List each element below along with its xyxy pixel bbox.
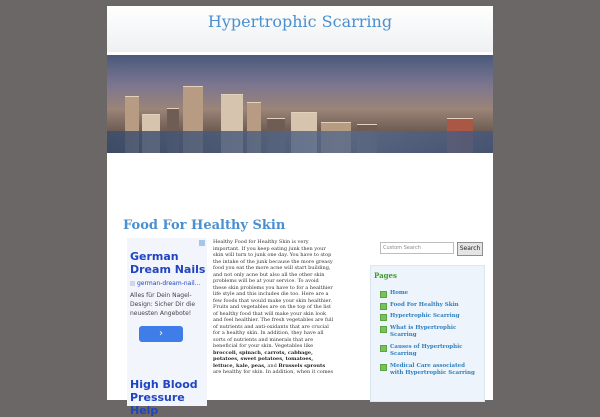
ad-url[interactable]	[130, 280, 206, 287]
body-line: Fruits and vegetables are on the top of the list	[213, 304, 332, 310]
body-line: beneficial for your skin. Vegetables like	[213, 343, 314, 349]
page-link-hypertrophic-scarring[interactable]: Hypertrophic Scarring	[380, 313, 480, 321]
body-line: Healthy Food for Healthy Skin is very	[213, 239, 309, 245]
search-input[interactable]	[380, 242, 454, 254]
post-title-link[interactable]: Food For Healthy Skin	[123, 218, 286, 233]
body-line: and not only acne but also all the other skin	[213, 271, 325, 278]
body-line: and feel healthier. The fresh vegetables are full	[213, 317, 334, 323]
header-banner-image	[107, 55, 493, 153]
page-link-food-for-healthy-skin[interactable]: Food For Healthy Skin	[380, 302, 480, 310]
ad-arrow-button[interactable]: ›	[139, 326, 183, 342]
page-container	[107, 6, 493, 417]
pages-heading: Pages	[374, 271, 397, 280]
body-line: few foods that would make your skin healthier.	[213, 297, 332, 304]
body-bold-line: lettuce, kale, peas,	[213, 362, 266, 369]
page-link-what-is[interactable]: What is Hypertrophic Scarring	[380, 325, 480, 340]
ad-title-link[interactable]: High Blood Pressure Help	[130, 378, 198, 417]
page-link-causes[interactable]: Causes of Hypertrophic Scarring	[380, 344, 480, 359]
pages-list	[380, 290, 480, 382]
body-line: of healthy food that will make your skin look	[213, 310, 326, 317]
body-line: food you eat the more acne will start building,	[213, 265, 331, 271]
ad-title-link[interactable]: German Dream Nails	[130, 250, 206, 276]
search-button[interactable]: Search	[457, 242, 483, 256]
ad-choices-icon[interactable]	[199, 240, 205, 246]
ad-description: Alles für Dein Nagel-Design: Sicher Dir die neuesten Angebote!	[130, 292, 196, 317]
body-line: important. If you keep eating junk then your	[213, 245, 326, 252]
body-line: sorts of nutrients and minerals that are	[213, 336, 314, 343]
body-bold-line: broccoli, spinach, carrots, cabbage,	[213, 349, 313, 356]
body-line: and	[265, 362, 279, 369]
body-line: of nutrients and anti-oxidants that are crucial	[213, 323, 329, 330]
favicon-icon	[130, 281, 135, 286]
sidebar-pages-widget	[370, 265, 485, 402]
site-title-link[interactable]: Hypertrophic Scarring	[207, 12, 393, 31]
body-line: are healthy for skin. In addition, when it comes	[213, 369, 334, 375]
banner-water	[107, 131, 493, 153]
body-bold-line: Brussels sprouts	[278, 362, 326, 369]
body-line: skin will turn to junk one day. You have to stop	[213, 252, 332, 258]
body-bold-line: potatoes, sweet potatoes, tomatoes,	[213, 356, 314, 362]
search-placeholder: Custom Search	[383, 245, 421, 251]
ad-url-text: german-dream-nail...	[137, 280, 201, 287]
ad-block[interactable]	[127, 238, 207, 417]
body-line: the intake of the junk because the more greasy	[213, 258, 333, 265]
body-line: for a healthy skin. In addition, they have all	[213, 330, 324, 336]
body-line: these skin problems you have to for a healthier	[213, 284, 333, 291]
post-body	[213, 239, 341, 376]
page-link-home[interactable]: Home	[380, 290, 480, 298]
site-header	[107, 6, 493, 52]
page-link-medical-care[interactable]: Medical Care associated with Hypertrophic Scarring	[380, 363, 480, 378]
body-line: problems will be at your service. To avoid	[213, 278, 319, 284]
body-line: life style and this includes die too. Here are a	[213, 291, 329, 297]
